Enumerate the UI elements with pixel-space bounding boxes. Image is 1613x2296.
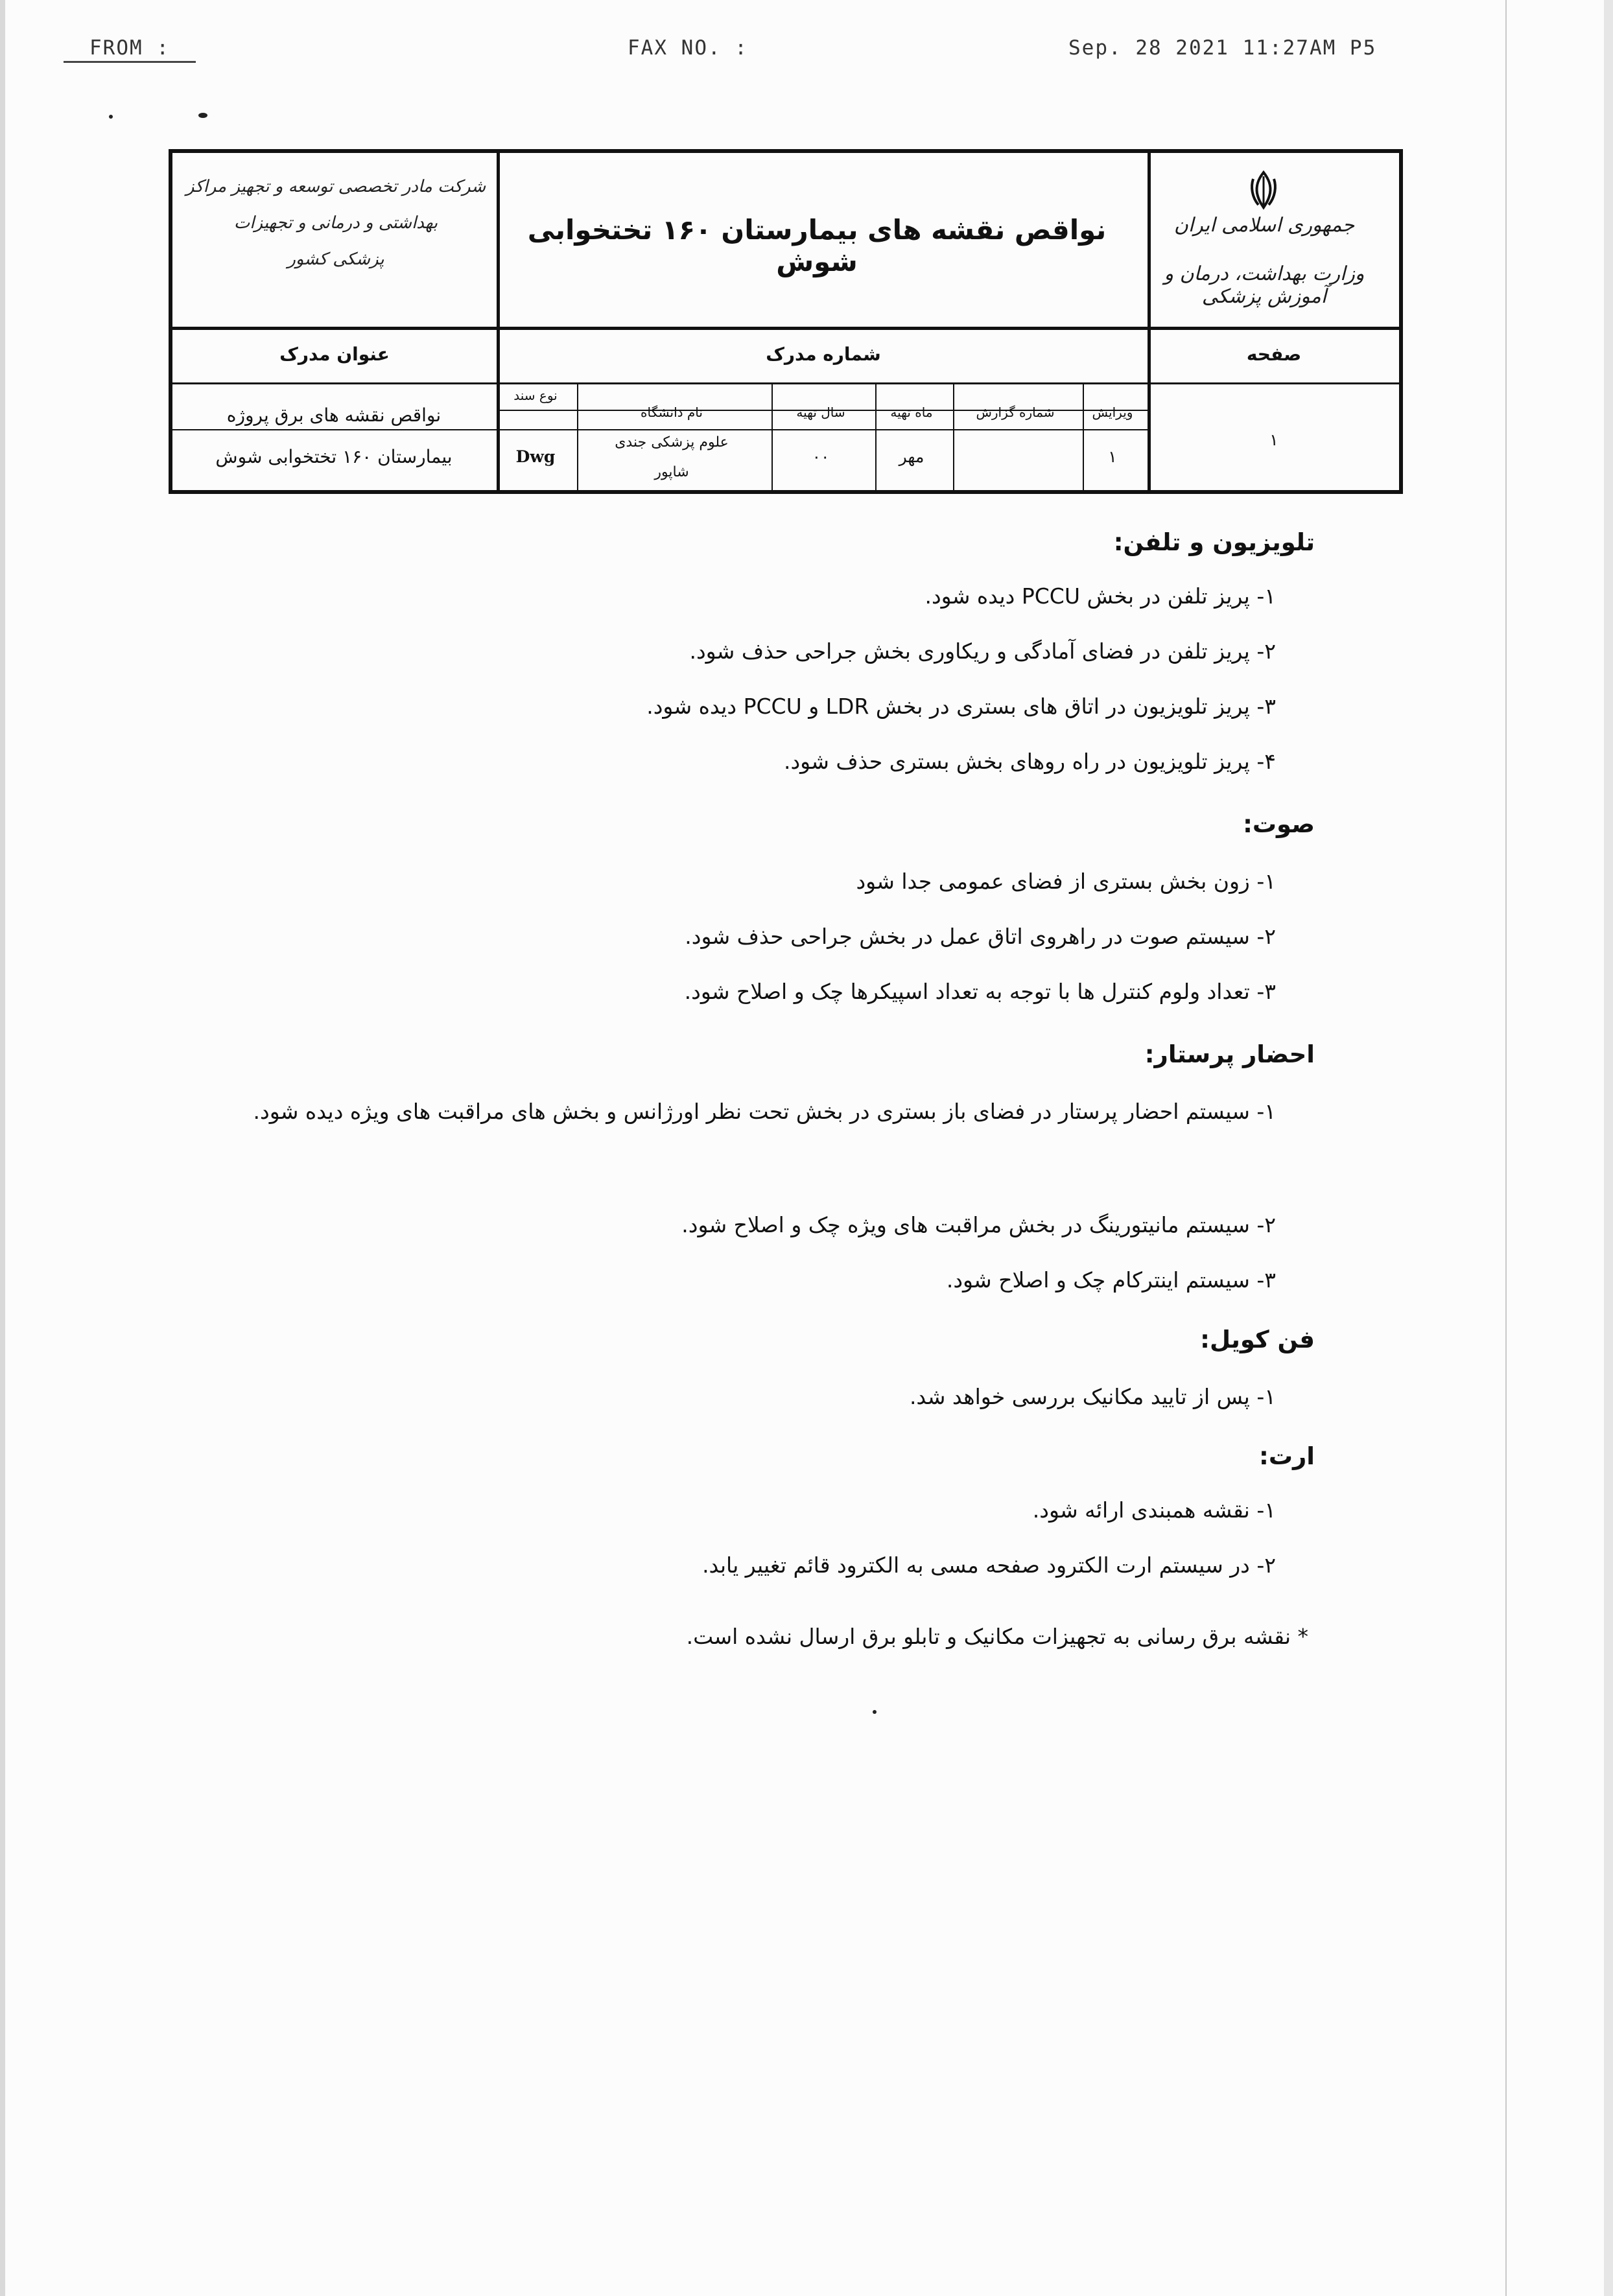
list-item: ۳- پریز تلویزیون در اتاق های بستری در بخش LDR و PCCU دیده شود. [646, 694, 1276, 719]
document-title: نواقص نقشه های بیمارستان ۱۶۰ تختخوابی شوش [527, 214, 1107, 277]
table-rule [771, 384, 773, 490]
label-doc-title: عنوان مدرک [279, 344, 390, 365]
company-line2: پزشکی کشور [287, 250, 384, 269]
doc-title-2: بیمارستان ۱۶۰ تختخوابی شوش [215, 446, 453, 467]
table-rule [172, 382, 1399, 384]
footnote: * نقشه برق رسانی به تجهیزات مکانیک و تابلو برق ارسال نشده است. [686, 1624, 1308, 1649]
page-value: ۱ [1269, 430, 1278, 449]
list-item: ۳- تعداد ولوم کنترل ها با توجه به تعداد اسپیکرها چک و اصلاح شود. [684, 979, 1276, 1004]
table-rule [1083, 384, 1084, 490]
list-item: ۱- زون بخش بستری از فضای عمومی جدا شود [856, 869, 1276, 894]
ministry-line2: وزارت بهداشت، درمان و آموزش پزشکی [1164, 263, 1365, 308]
scan-edge-right [1604, 0, 1613, 2296]
fax-from: FROM : [64, 36, 196, 63]
list-item: ۲- سیستم مانیتورینگ در بخش مراقبت های ویژه چک و اصلاح شود. [681, 1212, 1276, 1237]
iran-emblem-icon [1249, 170, 1278, 210]
doc-type-value: Dwg [515, 447, 556, 466]
year-value: ۰۰ [812, 447, 830, 466]
revision-value: ۱ [1108, 447, 1117, 466]
section-heading-earth: ارت: [1259, 1442, 1315, 1470]
section-heading-nurse-call: احضار پرستار: [1144, 1040, 1315, 1068]
label-doc-number: شماره مدرک [766, 344, 881, 365]
table-rule [875, 384, 877, 490]
fax-number: FAX NO. : [628, 36, 748, 60]
ministry-line1: جمهوری اسلامی ایران [1173, 214, 1355, 237]
section-heading-tv-phone: تلویزیون و تلفن: [1113, 528, 1315, 556]
label-page: صفحه [1246, 344, 1302, 365]
col-month: ماه تهیه [890, 404, 933, 420]
table-rule [172, 429, 1148, 430]
col-doc-type: نوع سند [513, 388, 558, 403]
scan-speck [109, 115, 113, 119]
list-item: ۱- نقشه همبندی ارائه شود. [1032, 1497, 1276, 1523]
list-item: ۱- سیستم احضار پرستار در فضای باز بستری در بخش تحت نظر اورژانس و بخش های مراقبت های ویژه دیده شود. [253, 1099, 1276, 1124]
list-item: ۲- سیستم صوت در راهروی اتاق عمل در بخش جراحی حذف شود. [685, 924, 1276, 949]
table-rule [953, 384, 954, 490]
table-rule [172, 327, 1399, 330]
section-heading-fan-coil: فن کویل: [1200, 1326, 1315, 1353]
list-item: ۲- پریز تلفن در فضای آمادگی و ریکاوری بخش جراحی حذف شود. [689, 638, 1276, 664]
company-line1: شرکت مادر تخصصی توسعه و تجهیز مراکز بهداشتی و درمانی و تجهیزات [185, 177, 486, 233]
scan-edge [0, 0, 5, 2296]
table-rule [497, 153, 500, 490]
col-revision: ویرایش [1092, 404, 1133, 420]
company-name [180, 169, 491, 277]
list-item: ۳- سیستم اینترکام چک و اصلاح شود. [946, 1267, 1276, 1293]
scan-fold-line [1505, 0, 1507, 2296]
list-item: ۲- در سیستم ارت الکترود صفحه مسی به الکترود قائم تغییر یابد. [702, 1552, 1276, 1578]
month-value: مهر [899, 447, 924, 466]
scan-speck [873, 1710, 877, 1714]
scan-speck [198, 113, 207, 118]
col-report-number: شماره گزارش [976, 404, 1055, 420]
doc-title-1: نواقص نقشه های برق پروژه [226, 404, 442, 426]
list-item: ۱- پس از تایید مکانیک بررسی خواهد شد. [909, 1384, 1276, 1409]
fax-date: Sep. 28 2021 11:27AM P5 [1068, 36, 1377, 60]
university-value-2: شاپور [654, 464, 689, 480]
section-heading-sound: صوت: [1243, 810, 1315, 838]
list-item: ۴- پریز تلویزیون در راه روهای بخش بستری حذف شود. [783, 749, 1276, 774]
col-university: نام دانشگاه [641, 404, 703, 420]
list-item: ۱- پریز تلفن در بخش PCCU دیده شود. [924, 583, 1276, 609]
university-value-1: علوم پزشکی جندی [615, 434, 729, 451]
col-year: سال تهیه [796, 404, 845, 420]
